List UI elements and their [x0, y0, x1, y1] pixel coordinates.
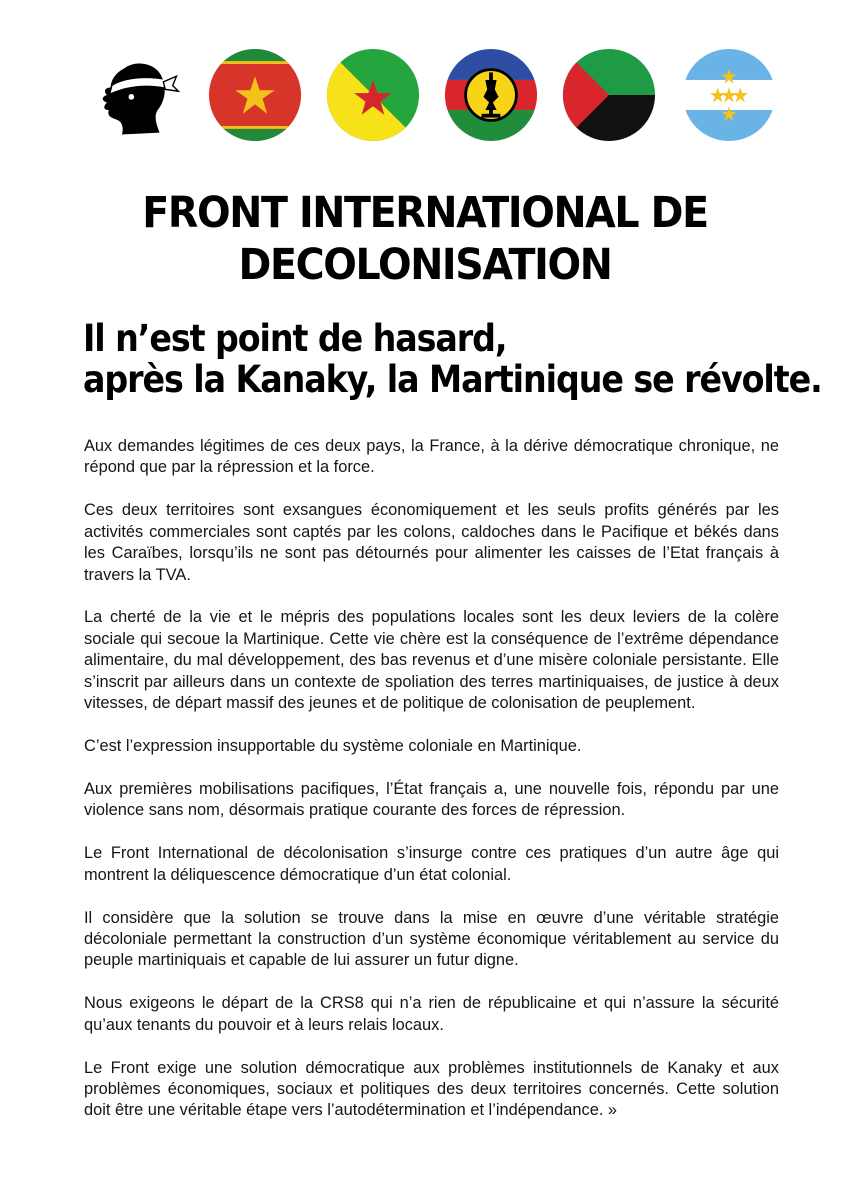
organization-title: FRONT INTERNATIONAL DE DECOLONISATION	[142, 188, 708, 290]
french-guiana-flag-icon	[326, 48, 420, 142]
paragraph-6: Le Front International de décolonisation s’insurge contre ces pratiques d’un autre âge qui montrent la déliquescence démocratique d’un état colonial.	[84, 844, 779, 884]
paragraph-1: Aux demandes légitimes de ces deux pays, la France, à la dérive démocratique chronique, ne répond que par la répression et la force.	[84, 437, 779, 477]
paragraph-2: Ces deux territoires sont exsangues économiquement et les seuls profits générés par les activités commerciales sont captés par les colons, caldoches dans le Pacifique et békés dans les Caraïbes, lorsqu’ils ne sont pas détournés pour alimenter les caisses de l’Etat français à travers la TVA.	[84, 501, 779, 584]
headline	[83, 317, 822, 401]
headline-line-1: Il n’est point de hasard,	[83, 317, 507, 360]
paragraph-7: Il considère que la solution se trouve dans la mise en œuvre d’une véritable stratégie décoloniale permettant la construction d’un système économique véritablement au service du peuple martiniquais et capable de lui assurer un futur digne.	[84, 908, 779, 970]
paragraph-5: Aux premières mobilisations pacifiques, l’État français a, une nouvelle fois, répondu par une violence sans nom, désormais pratique courante des forces de répression.	[84, 779, 779, 820]
statement-body	[84, 436, 779, 1143]
corsica-flag-icon	[90, 48, 184, 142]
paragraph-4: C’est l’expression insupportable du système coloniale en Martinique.	[84, 736, 582, 755]
martinique-flag-icon	[562, 48, 656, 142]
paragraph-3: La cherté de la vie et le mépris des populations locales sont les deux leviers de la colère sociale qui secoue la Martinique. Cette vie chère est la conséquence de l’extrême dépendance alimentaire, du mal développement, des bas revenus et d’une misère coloniale persistante. Elle s’inscrit par ailleurs dans un contexte de spoliation des terres martiniquaises, de justice à deux vitesses, de départ massif des jeunes et de politique de colonisation de peuplement.	[84, 608, 779, 713]
flag-row	[90, 48, 776, 144]
kanaky-flag-icon	[444, 48, 538, 142]
paragraph-8: Nous exigeons le départ de la CRS8 qui n’a rien de républicaine et qui n’assure la sécurité qu’aux tenants du pouvoir et à leurs relais locaux.	[84, 994, 779, 1034]
headline-line-2: après la Kanaky, la Martinique se révolte.	[83, 358, 822, 401]
paragraph-9: Le Front exige une solution démocratique aux problèmes institutionnels de Kanaky et aux problèmes économiques, sociaux et politiques des deux territoires concernés. Cette solution doit être une véritable étape vers l’autodétermination et l’indépendance. »	[84, 1058, 779, 1120]
guadeloupe-flag-icon	[208, 48, 302, 142]
star-flag-icon	[682, 48, 776, 142]
